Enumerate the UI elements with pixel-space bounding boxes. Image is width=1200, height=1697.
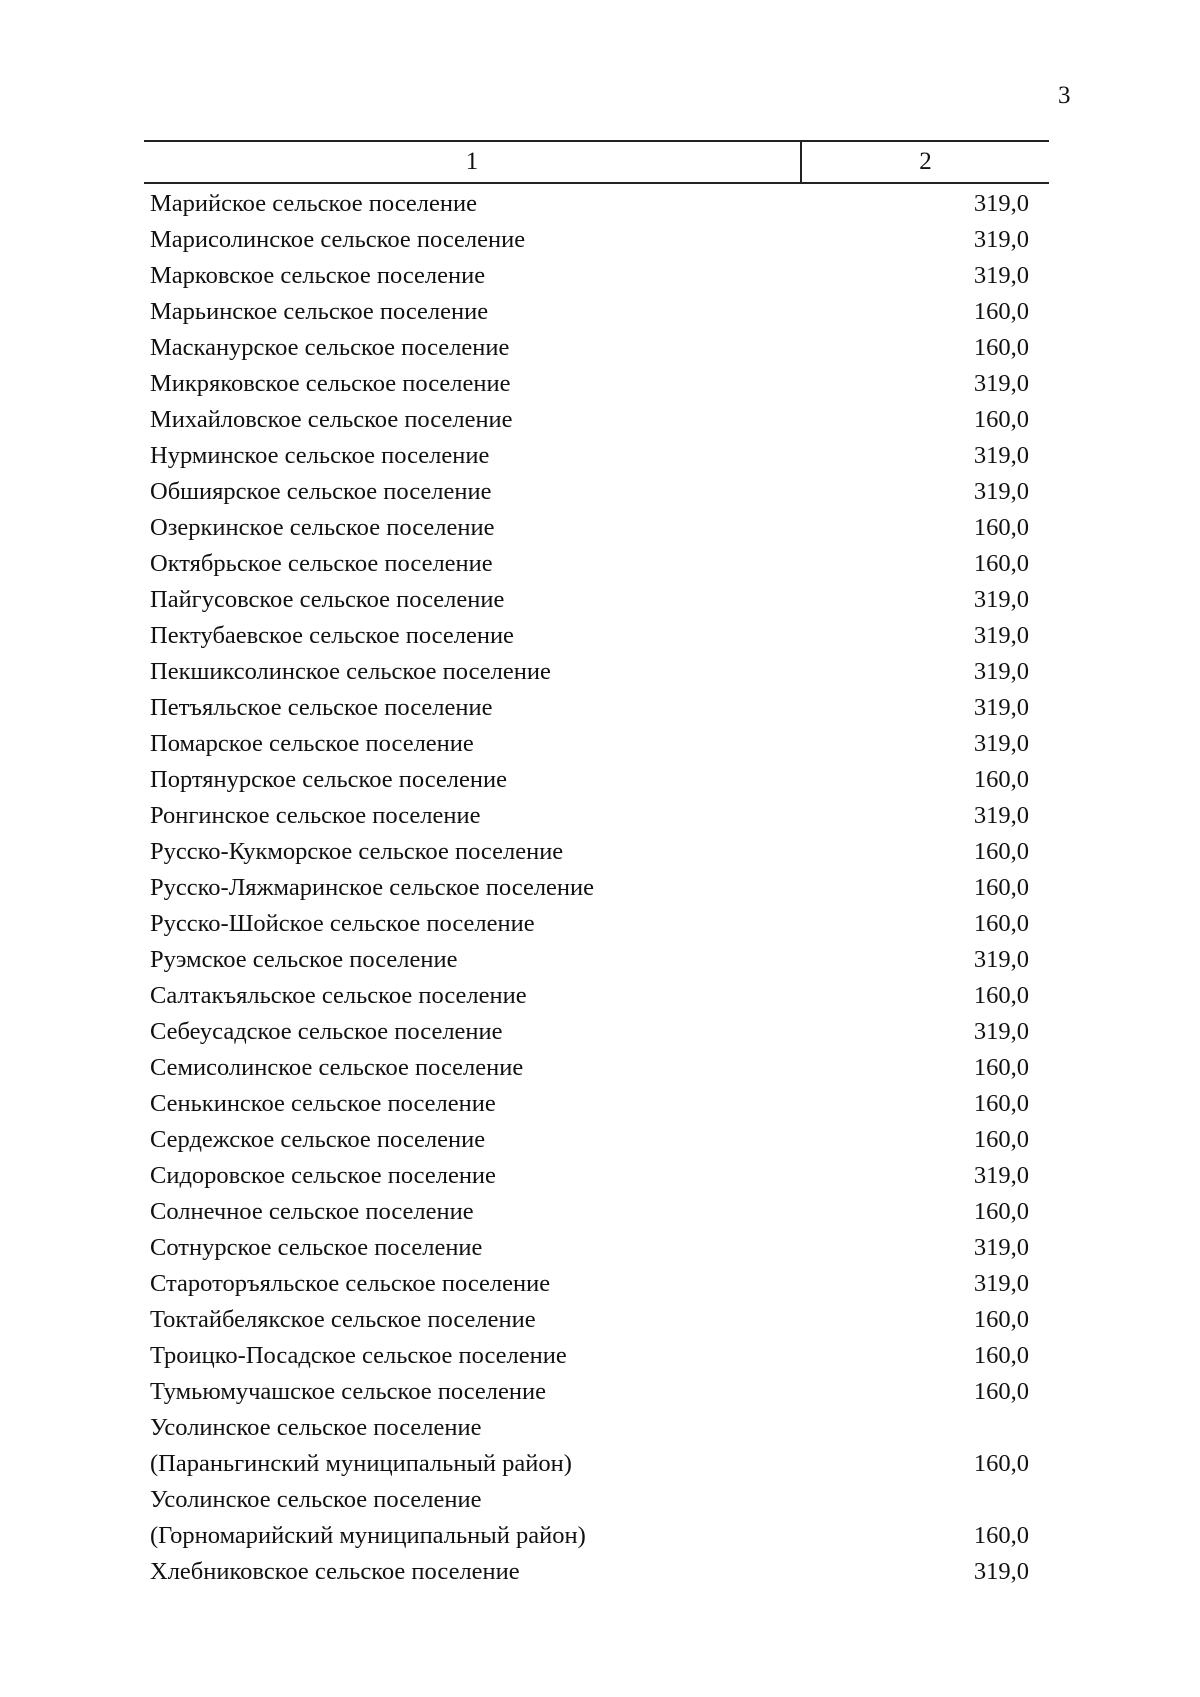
table-row: [144, 906, 1049, 942]
table-row: [144, 1374, 1049, 1410]
settlement-value: 319,0: [973, 370, 1029, 397]
settlement-name: Староторъяльское сельское поселение: [150, 1270, 551, 1297]
settlement-name: Михайловское сельское поселение: [150, 406, 513, 433]
settlement-value: 319,0: [973, 190, 1029, 217]
settlement-name: Микряковское сельское поселение: [150, 370, 511, 397]
table-row: [144, 582, 1049, 618]
table-row: [144, 1482, 1049, 1518]
settlement-value: 160,0: [973, 298, 1029, 325]
settlement-name: Нурминское сельское поселение: [150, 442, 490, 469]
table-row: [144, 1518, 1049, 1554]
settlement-value: 160,0: [973, 766, 1029, 793]
settlement-name: Помарское сельское поселение: [150, 730, 474, 757]
settlement-name: Усолинское сельское поселение: [150, 1414, 482, 1441]
settlement-name: Русско-Шойское сельское поселение: [150, 910, 535, 937]
settlement-value: 319,0: [973, 1270, 1029, 1297]
table-row: [144, 546, 1049, 582]
table-row: [144, 726, 1049, 762]
table-row: [144, 1266, 1049, 1302]
settlement-name: Марийское сельское поселение: [150, 190, 477, 217]
settlement-name: Сидоровское сельское поселение: [150, 1162, 496, 1189]
settlement-name: Сенькинское сельское поселение: [150, 1090, 496, 1117]
table-row: [144, 222, 1049, 258]
table-row: [144, 762, 1049, 798]
table-row: [144, 366, 1049, 402]
settlement-name: Троицко-Посадское сельское поселение: [150, 1342, 567, 1369]
table-row: [144, 402, 1049, 438]
settlement-name: Октябрьское сельское поселение: [150, 550, 493, 577]
settlement-value: 160,0: [973, 1198, 1029, 1225]
settlement-name: Пекшиксолинское сельское поселение: [150, 658, 551, 685]
settlement-value: 160,0: [973, 1090, 1029, 1117]
table-row: [144, 474, 1049, 510]
table-row: [144, 798, 1049, 834]
settlement-value: 160,0: [973, 1342, 1029, 1369]
table-row: [144, 654, 1049, 690]
settlement-value: 319,0: [973, 802, 1029, 829]
settlement-value: 160,0: [973, 1054, 1029, 1081]
table-row: [144, 870, 1049, 906]
settlement-name: Русско-Кукморское сельское поселение: [150, 838, 564, 865]
table-row: [144, 834, 1049, 870]
table-row: [144, 1554, 1049, 1590]
table-row: [144, 1158, 1049, 1194]
table-row: [144, 1338, 1049, 1374]
settlement-value: 319,0: [973, 1234, 1029, 1261]
table-row: [144, 438, 1049, 474]
table-row: [144, 294, 1049, 330]
settlement-name: Марьинское сельское поселение: [150, 298, 489, 325]
table-body: [144, 186, 1049, 1590]
settlement-value: 319,0: [973, 730, 1029, 757]
settlement-name: Сердежское сельское поселение: [150, 1126, 486, 1153]
settlement-name: Токтайбелякское сельское поселение: [150, 1306, 536, 1333]
settlement-value: 319,0: [973, 262, 1029, 289]
settlements-table: [144, 140, 1049, 1590]
settlement-value: 160,0: [973, 1126, 1029, 1153]
settlement-name: Усолинское сельское поселение: [150, 1486, 482, 1513]
settlement-name: (Параньгинский муниципальный район): [150, 1450, 572, 1477]
page-number: 3: [1058, 82, 1071, 109]
table-row: [144, 618, 1049, 654]
settlement-value: 160,0: [973, 1522, 1029, 1549]
settlement-value: 160,0: [973, 514, 1029, 541]
settlement-value: 319,0: [973, 1162, 1029, 1189]
settlement-name: Пектубаевское сельское поселение: [150, 622, 514, 649]
settlement-value: 160,0: [973, 910, 1029, 937]
table-row: [144, 1086, 1049, 1122]
table-row: [144, 1302, 1049, 1338]
settlement-name: Русско-Ляжмаринское сельское поселение: [150, 874, 595, 901]
settlement-value: 160,0: [973, 1306, 1029, 1333]
settlement-name: Озеркинское сельское поселение: [150, 514, 495, 541]
settlement-value: 160,0: [973, 334, 1029, 361]
table-row: [144, 1122, 1049, 1158]
table-row: [144, 978, 1049, 1014]
settlement-name: Марисолинское сельское поселение: [150, 226, 526, 253]
settlement-name: Солнечное сельское поселение: [150, 1198, 474, 1225]
settlement-name: Семисолинское сельское поселение: [150, 1054, 524, 1081]
table-row: [144, 1014, 1049, 1050]
settlement-value: 319,0: [973, 1558, 1029, 1585]
settlement-name: Портянурское сельское поселение: [150, 766, 507, 793]
settlement-value: 160,0: [973, 406, 1029, 433]
table-row: [144, 258, 1049, 294]
settlement-value: 319,0: [973, 478, 1029, 505]
settlement-value: 319,0: [973, 1018, 1029, 1045]
table-row: [144, 186, 1049, 222]
settlement-value: 319,0: [973, 442, 1029, 469]
column-2-header: 2: [919, 148, 932, 175]
table-row: [144, 1050, 1049, 1086]
settlement-value: 160,0: [973, 838, 1029, 865]
settlement-name: Салтакъяльское сельское поселение: [150, 982, 527, 1009]
settlement-value: 319,0: [973, 622, 1029, 649]
settlement-name: Обшиярское сельское поселение: [150, 478, 492, 505]
settlement-name: Марковское сельское поселение: [150, 262, 486, 289]
settlement-name: Хлебниковское сельское поселение: [150, 1558, 520, 1585]
settlement-name: Ронгинское сельское поселение: [150, 802, 481, 829]
table-row: [144, 1446, 1049, 1482]
column-1-header: 1: [144, 142, 802, 182]
settlement-value: 160,0: [973, 1450, 1029, 1477]
settlement-value: 160,0: [973, 1378, 1029, 1405]
settlement-name: Петъяльское сельское поселение: [150, 694, 493, 721]
settlement-name: Сотнурское сельское поселение: [150, 1234, 483, 1261]
table-row: [144, 942, 1049, 978]
table-row: [144, 690, 1049, 726]
settlement-value: 160,0: [973, 550, 1029, 577]
table-row: [144, 1230, 1049, 1266]
table-row: [144, 1410, 1049, 1446]
table-header: [144, 140, 1049, 184]
settlement-value: 319,0: [973, 946, 1029, 973]
settlement-name: Пайгусовское сельское поселение: [150, 586, 505, 613]
settlement-name: Масканурское сельское поселение: [150, 334, 510, 361]
table-row: [144, 330, 1049, 366]
settlement-value: 319,0: [973, 694, 1029, 721]
settlement-value: 319,0: [973, 658, 1029, 685]
settlement-name: Тумьюмучашское сельское поселение: [150, 1378, 546, 1405]
table-row: [144, 510, 1049, 546]
settlement-name: Себеусадское сельское поселение: [150, 1018, 503, 1045]
settlement-name: (Горномарийский муниципальный район): [150, 1522, 586, 1549]
settlement-value: 319,0: [973, 226, 1029, 253]
settlement-value: 160,0: [973, 874, 1029, 901]
settlement-value: 160,0: [973, 982, 1029, 1009]
settlement-name: Руэмское сельское поселение: [150, 946, 458, 973]
table-row: [144, 1194, 1049, 1230]
settlement-value: 319,0: [973, 586, 1029, 613]
